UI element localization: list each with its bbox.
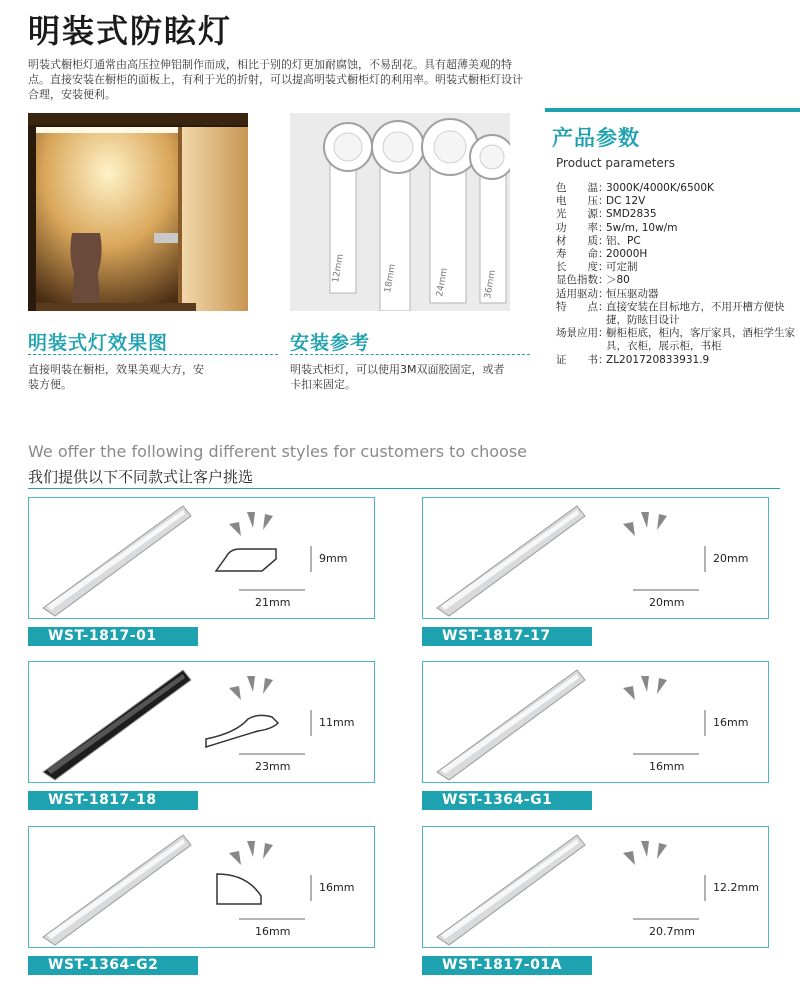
product-model-tag: WST-1817-01 — [28, 627, 198, 646]
effect-divider — [28, 354, 278, 355]
params-accent-bar — [545, 108, 800, 112]
param-row — [556, 248, 796, 261]
width-dimension: 16mm — [255, 925, 291, 938]
product-card — [28, 661, 375, 783]
light-rays-icon — [229, 676, 273, 700]
param-value: 3000K/4000K/6500K — [606, 182, 714, 194]
product-card — [422, 497, 769, 619]
param-value: DC 12V — [606, 195, 646, 208]
param-row — [556, 195, 796, 208]
width-dimension: 20mm — [649, 596, 685, 609]
param-label: 场景应用： — [556, 327, 609, 340]
product-model-tag: WST-1817-17 — [422, 627, 592, 646]
effect-heading: 明装式灯效果图 — [28, 332, 169, 354]
install-heading: 安装参考 — [290, 332, 371, 354]
param-row — [556, 261, 796, 274]
product-card — [422, 826, 769, 948]
intro-text: 明装式橱柜灯通常由高压拉伸铝制作而成，相比于别的灯更加耐腐蚀，不易刮花。具有超薄美观的特点。直接安装在橱柜的面板上，有利于光的折射，可以提高明装式橱柜灯的利用率。明装式橱柜灯设计合理，安装便利。 — [28, 58, 523, 101]
params-list — [556, 182, 796, 367]
tape-install-photo — [290, 113, 510, 311]
product-model-tag: WST-1364-G1 — [422, 791, 592, 810]
width-dimension: 23mm — [255, 760, 291, 773]
tape-label-18mm: 18mm — [383, 263, 398, 294]
tape-label-24mm: 24mm — [435, 267, 450, 298]
param-row — [556, 235, 796, 248]
param-value: SMD2835 — [606, 208, 657, 221]
cabinet-effect-photo — [28, 113, 248, 311]
product-card — [422, 661, 769, 783]
param-label: 光 源： — [556, 208, 609, 221]
page-title: 明装式防眩灯 — [28, 12, 233, 50]
param-row — [556, 222, 796, 235]
param-label: 材 质： — [556, 234, 609, 247]
height-dimension: 16mm — [713, 716, 749, 729]
params-subheading: Product parameters — [556, 156, 675, 170]
offer-chinese: 我们提供以下不同款式让客户挑选 — [28, 468, 254, 486]
product-model-tag: WST-1364-G2 — [28, 956, 198, 975]
light-rays-icon — [623, 676, 667, 700]
offer-english: We offer the following different styles for customers to choose — [28, 442, 528, 461]
light-rays-icon — [229, 841, 273, 865]
param-value: 恒压驱动器 — [606, 287, 659, 300]
param-row — [556, 354, 796, 367]
param-label: 长 度： — [556, 261, 609, 274]
param-label: 寿 命： — [556, 248, 609, 261]
light-rays-icon — [623, 512, 667, 536]
width-dimension: 21mm — [255, 596, 291, 609]
light-rays-icon — [623, 841, 667, 865]
param-value: ＞80 — [606, 274, 630, 287]
param-value: 可定制 — [606, 261, 638, 274]
product-model-tag: WST-1817-18 — [28, 791, 198, 810]
param-label: 显色指数： — [556, 274, 609, 287]
param-label: 电 压： — [556, 195, 609, 208]
height-dimension: 11mm — [319, 716, 355, 729]
product-card — [28, 826, 375, 948]
tape-label-12mm: 12mm — [331, 253, 346, 284]
param-row — [556, 327, 796, 353]
param-row — [556, 288, 796, 301]
param-label: 功 率： — [556, 221, 609, 234]
height-dimension: 12.2mm — [713, 881, 759, 894]
height-dimension: 16mm — [319, 881, 355, 894]
effect-caption: 直接明装在橱柜，效果美观大方，安装方便。 — [28, 363, 204, 391]
install-caption: 明装式柜灯，可以使用3M双面胶固定，或者卡扣来固定。 — [290, 363, 505, 391]
product-card — [28, 497, 375, 619]
params-heading: 产品参数 — [552, 126, 640, 150]
param-label: 色 温： — [556, 182, 609, 194]
param-value: 橱柜柜底，柜内，客厅家具，酒柜学生家具，衣柜，展示柜，书柜 — [606, 327, 795, 353]
param-value: 5w/m, 10w/m — [606, 221, 678, 234]
width-dimension: 16mm — [649, 760, 685, 773]
param-row — [556, 208, 796, 221]
param-label: 特 点： — [556, 300, 609, 313]
light-rays-icon — [229, 512, 273, 536]
param-value: ZL201720833931.9 — [606, 353, 710, 366]
param-value: 铝、PC — [606, 234, 641, 247]
param-row — [556, 301, 796, 327]
height-dimension: 9mm — [319, 552, 348, 565]
install-divider — [290, 354, 530, 355]
param-label: 适用驱动： — [556, 287, 609, 300]
offer-divider — [28, 488, 780, 489]
height-dimension: 20mm — [713, 552, 749, 565]
tape-label-36mm: 36mm — [483, 269, 498, 300]
param-label: 证 书： — [556, 353, 609, 366]
param-row — [556, 274, 796, 287]
param-value: 直接安装在目标地方，不用开槽方便快捷，防眩目设计 — [606, 300, 785, 327]
param-value: 20000H — [606, 248, 648, 261]
param-row — [556, 182, 796, 195]
width-dimension: 20.7mm — [649, 925, 695, 938]
product-model-tag: WST-1817-01A — [422, 956, 592, 975]
